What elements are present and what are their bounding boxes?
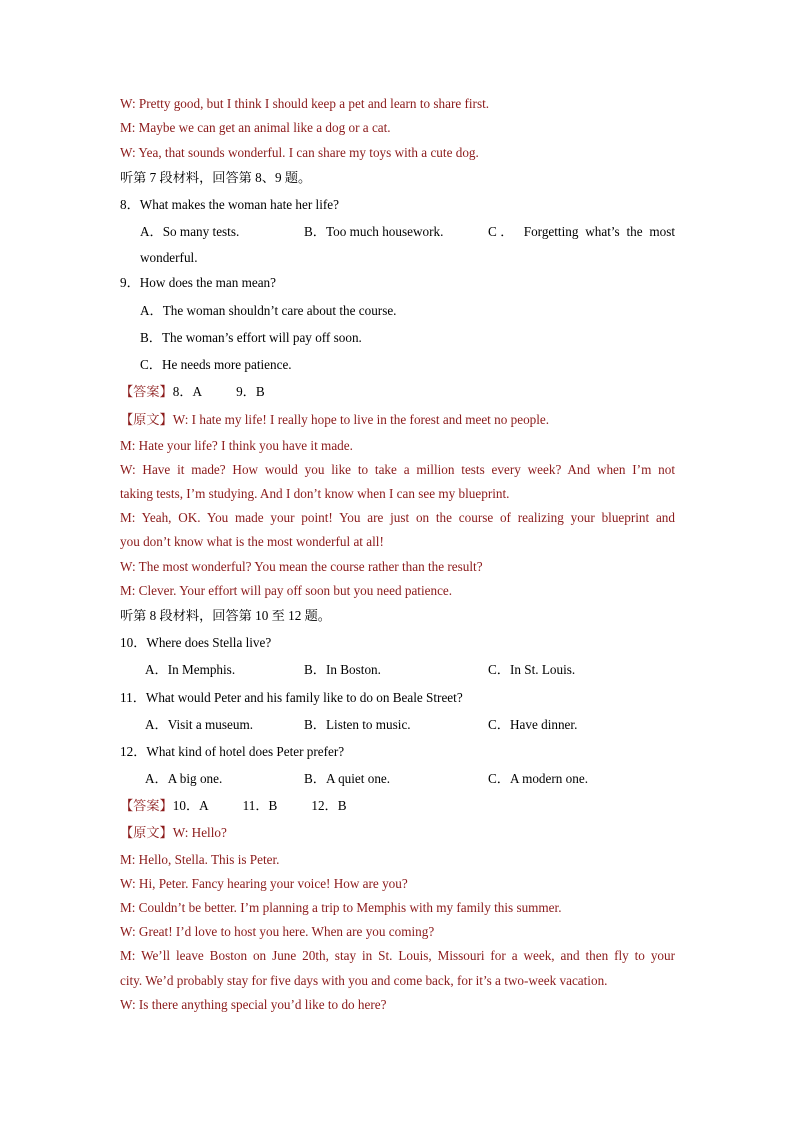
script-line: taking tests, I’m studying. And I don’t know when I can see my blueprint.	[120, 486, 510, 501]
option-c: C．A modern one.	[488, 771, 588, 786]
option-a: A．The woman shouldn’t care about the course.	[140, 303, 397, 318]
answer-line	[120, 384, 675, 400]
option-b: B．Listen to music.	[304, 717, 411, 732]
script-tag: 【原文】	[120, 825, 173, 840]
script-line: M: Hate your life? I think you have it made.	[120, 438, 353, 453]
question-stem: 9．How does the man mean?	[120, 275, 277, 290]
script-line: you don’t know what is the most wonderful at all!	[120, 534, 384, 549]
option-b: B．The woman’s effort will pay off soon.	[140, 330, 362, 345]
option-c: C．He needs more patience.	[140, 357, 292, 372]
script-line: city. We’d probably stay for five days with you and come back, for it’s a two-week vacation.	[120, 973, 608, 988]
script-line: W: Have it made? How would you like to take a million tests every week? And when I’m not	[120, 462, 675, 477]
script-line: W: Is there anything special you’d like to do here?	[120, 997, 387, 1012]
option-c: C．Have dinner.	[488, 717, 578, 732]
option-a: A．Visit a museum.	[145, 717, 253, 732]
answer-tag: 【答案】	[120, 798, 173, 813]
script-line: M: Yeah, OK. You made your point! You are just on the course of realizing your blueprint and	[120, 510, 675, 525]
script-line	[120, 412, 675, 428]
option-a: A．In Memphis.	[145, 662, 236, 677]
answer-value: 9．B	[236, 384, 265, 399]
script-line	[120, 825, 675, 841]
section-heading: 听第 7 段材料，回答第 8、9 题。	[120, 170, 312, 185]
question-stem: 12．What kind of hotel does Peter prefer?	[120, 744, 345, 759]
answer-tag: 【答案】	[120, 384, 173, 399]
script-line: M: We’ll leave Boston on June 20th, stay in St. Louis, Missouri for a week, and then fly to your	[120, 948, 675, 963]
dialog-line: M: Maybe we can get an animal like a dog or a cat.	[120, 120, 391, 135]
option-c: C． Forgetting what’s the most	[488, 224, 675, 239]
answer-value: 12．B	[311, 798, 347, 813]
answer-value: 11．B	[242, 798, 278, 813]
question-stem: 10．Where does Stella live?	[120, 635, 272, 650]
option-b: B．A quiet one.	[304, 771, 391, 786]
option-c-continued: wonderful.	[140, 250, 198, 265]
script-line: M: Hello, Stella. This is Peter.	[120, 852, 280, 867]
dialog-line: W: Yea, that sounds wonderful. I can share my toys with a cute dog.	[120, 145, 479, 160]
question-stem: 11．What would Peter and his family like to do on Beale Street?	[120, 690, 463, 705]
script-text: W: I hate my life! I really hope to live in the forest and meet no people.	[172, 412, 550, 427]
option-a: A．So many tests.	[140, 224, 240, 239]
answer-line	[120, 798, 675, 814]
option-a: A．A big one.	[145, 771, 223, 786]
option-c: C．In St. Louis.	[488, 662, 576, 677]
script-line: M: Couldn’t be better. I’m planning a trip to Memphis with my family this summer.	[120, 900, 562, 915]
option-b: B．Too much housework.	[304, 224, 444, 239]
script-line: W: The most wonderful? You mean the course rather than the result?	[120, 559, 483, 574]
question-stem: 8．What makes the woman hate her life?	[120, 197, 339, 212]
dialog-line: W: Pretty good, but I think I should keep a pet and learn to share first.	[120, 96, 490, 111]
script-tag: 【原文】	[120, 412, 173, 427]
script-line: W: Great! I’d love to host you here. When are you coming?	[120, 924, 435, 939]
section-heading: 听第 8 段材料，回答第 10 至 12 题。	[120, 608, 331, 623]
answer-value: 8．A	[172, 384, 203, 399]
script-line: M: Clever. Your effort will pay off soon but you need patience.	[120, 583, 453, 598]
script-line: W: Hi, Peter. Fancy hearing your voice! How are you?	[120, 876, 408, 891]
option-b: B．In Boston.	[304, 662, 381, 677]
script-text: W: Hello?	[172, 825, 227, 840]
answer-value: 10．A	[172, 798, 209, 813]
